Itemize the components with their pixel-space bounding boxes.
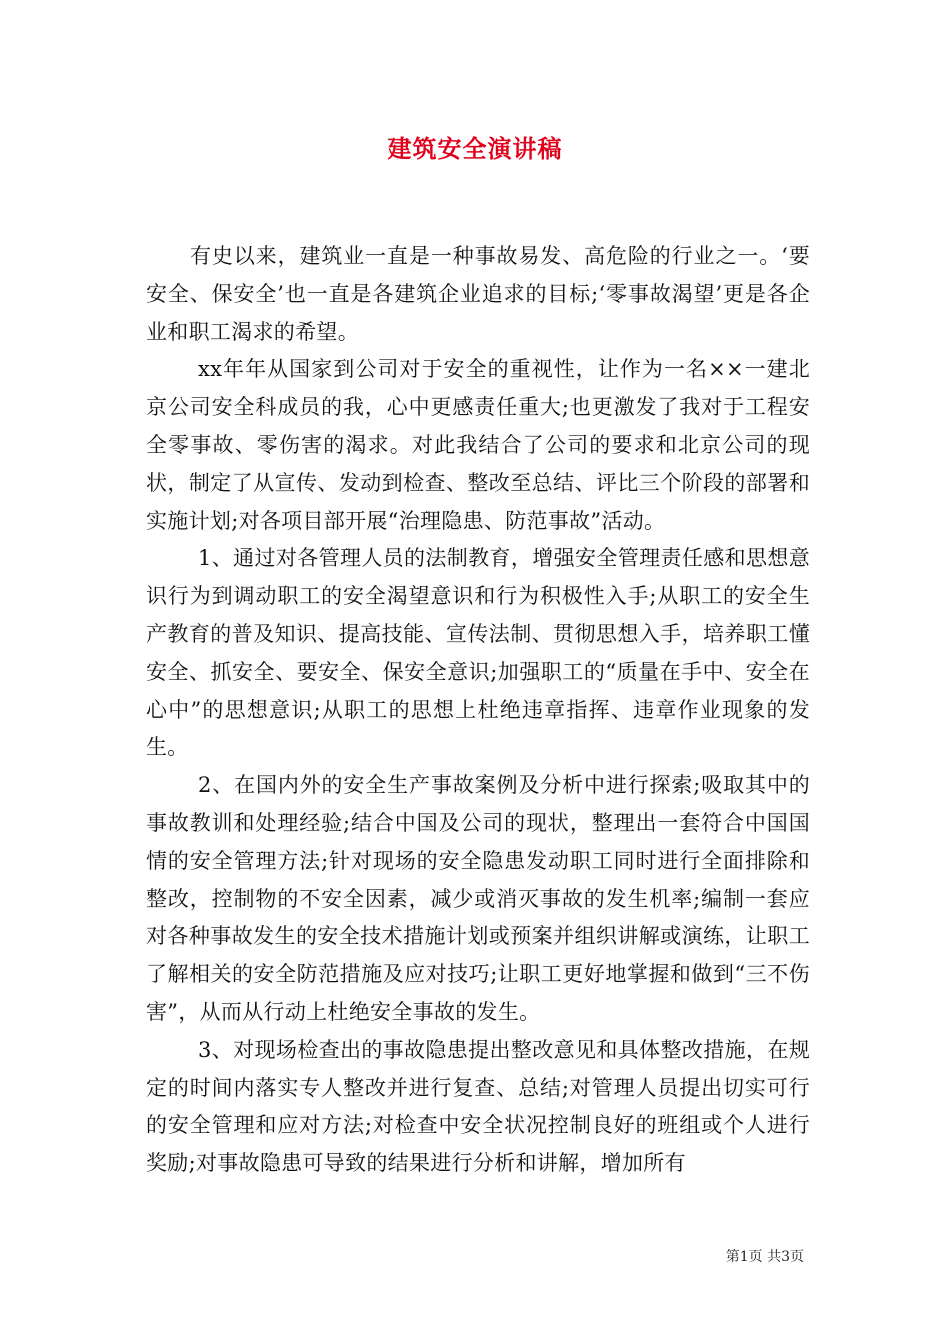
paragraph-point-1: 1、通过对各管理人员的法制教育，增强安全管理责任感和思想意识行为到调动职工的安全渴望意识和行为积极性入手;从职工的安全生产教育的普及知识、提高技能、宣传法制、贯彻思想入手，培养职工懂安全、抓安全、要安全、保安全意识;加强职工的“质量在手中、安全在心中”的思想意识;从职工的思想上杜绝违章指挥、违章作业现象的发生。 <box>146 546 810 760</box>
paragraph-point-3: 3、对现场检查出的事故隐患提出整改意见和具体整改措施，在规定的时间内落实专人整改并进行复查、总结;对管理人员提出切实可行的安全管理和应对方法;对检查中安全状况控制良好的班组或个人进行奖励;对事故隐患可导致的结果进行分析和讲解，增加所有 <box>146 1037 810 1176</box>
document-title: 建筑安全演讲稿 <box>387 135 563 163</box>
paragraph-background: xx年年从国家到公司对于安全的重视性，让作为一名××一建北京公司安全科成员的我，心中更感责任重大;也更激发了我对于工程安全零事故、零伤害的渴求。对此我结合了公司的要求和北京公司的现状，制定了从宣传、发动到检查、整改至总结、评比三个阶段的部署和实施计划;对各项目部开展“治理隐患、防范事故”活动。 <box>146 357 810 533</box>
document-body <box>146 238 810 1183</box>
page-number-footer: 第1页 共3页 <box>725 1249 804 1265</box>
paragraph-point-2: 2、在国内外的安全生产事故案例及分析中进行探索;吸取其中的事故教训和处理经验;结合中国及公司的现状，整理出一套符合中国国情的安全管理方法;针对现场的安全隐患发动职工同时进行全面排除和整改，控制物的不安全因素，减少或消灭事故的发生机率;编制一套应对各种事故发生的安全技术措施计划或预案并组织讲解或演练，让职工了解相关的安全防范措施及应对技巧;让职工更好地掌握和做到“三不伤害”，从而从行动上杜绝安全事故的发生。 <box>146 773 810 1024</box>
paragraph-intro: 有史以来，建筑业一直是一种事故易发、高危险的行业之一。‘要安全、保安全’也一直是各建筑企业追求的目标;‘零事故渴望’更是各企业和职工渴求的希望。 <box>146 244 810 344</box>
